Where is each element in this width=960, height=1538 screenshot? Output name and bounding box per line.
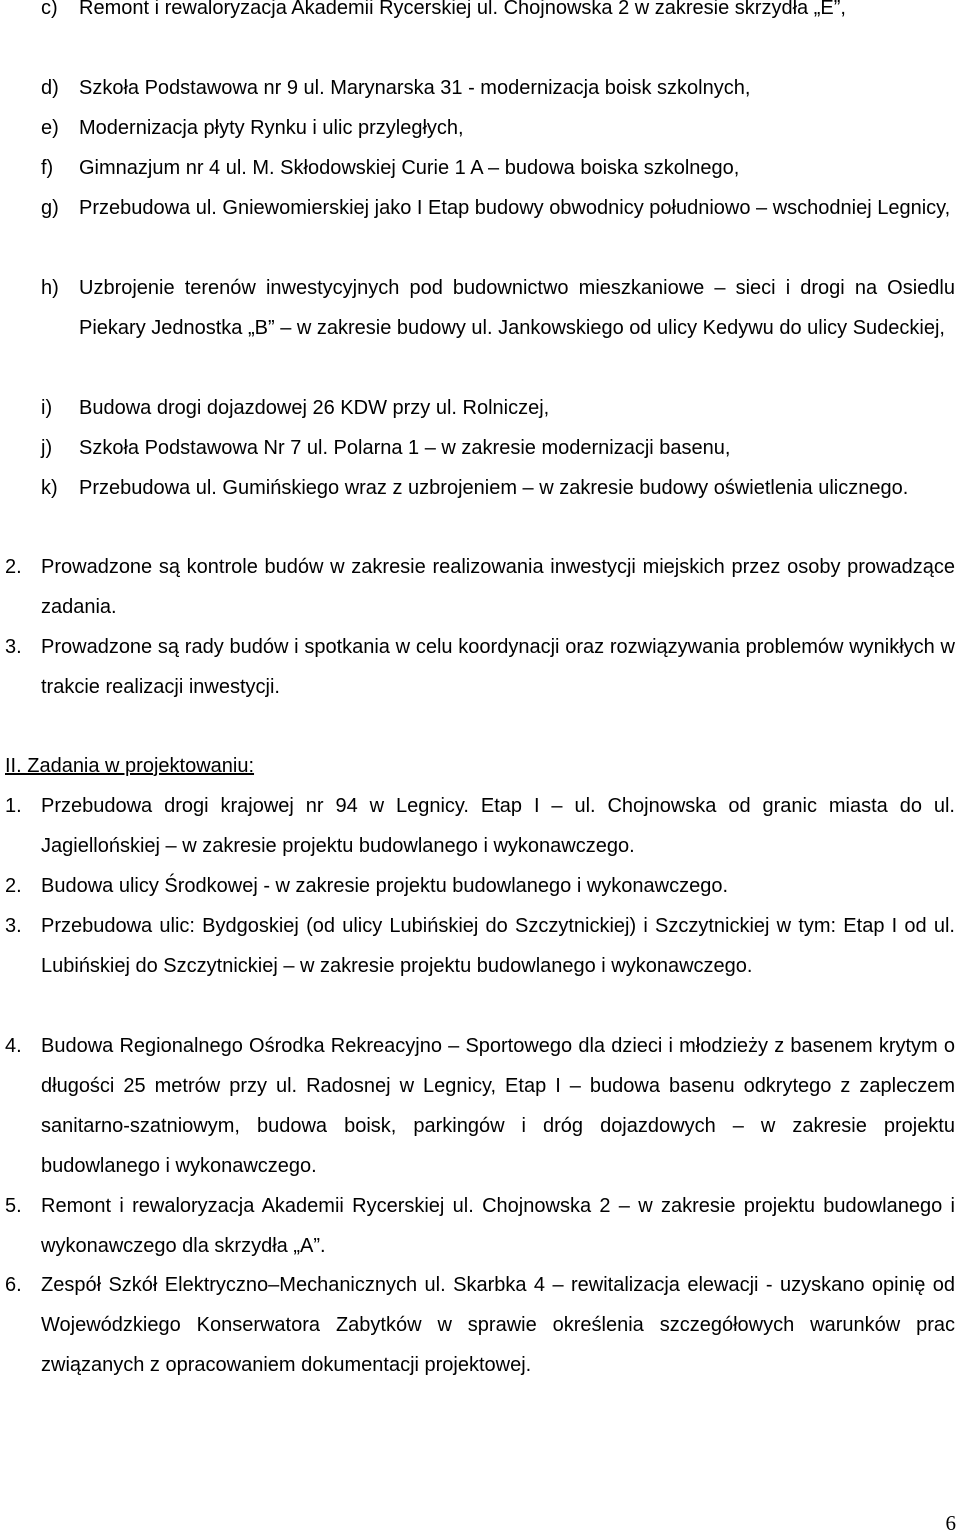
item-label: j) xyxy=(41,437,53,459)
item-text: Prowadzone są rady budów i spotkania w celu koordynacji oraz rozwiązywania problemów wynikłych w trakcie realizacji inwestycji. xyxy=(41,636,955,698)
item-text: Przebudowa ul. Gniewomierskiej jako I Etap budowy obwodnicy południowo – wschodniej Legnicy, xyxy=(79,197,951,219)
item-label: k) xyxy=(41,477,58,499)
item-label: 1. xyxy=(5,795,22,817)
item-label: 2. xyxy=(5,875,22,897)
section-heading: II. Zadania w projektowaniu: xyxy=(5,755,255,777)
item-text: Gimnazjum nr 4 ul. M. Skłodowskiej Curie 1 A – budowa boiska szkolnego, xyxy=(79,157,740,179)
item-label: 6. xyxy=(5,1274,22,1296)
item-text: Szkoła Podstawowa Nr 7 ul. Polarna 1 – w zakresie modernizacji basenu, xyxy=(79,437,731,459)
item-text: Budowa drogi dojazdowej 26 KDW przy ul. Rolniczej, xyxy=(79,397,550,419)
item-text: Przebudowa ulic: Bydgoskiej (od ulicy Lubińskiej do Szczytnickiej) i Szczytnickiej w tym: Etap I od ul. Lubińskiej do Szczytnickiej – w zakresie projektu budowlanego i wykonawczego. xyxy=(41,915,955,977)
item-label: e) xyxy=(41,117,59,139)
item-label: 3. xyxy=(5,915,22,937)
item-text: Remont i rewaloryzacja Akademii Rycerskiej ul. Chojnowska 2 – w zakresie projektu budowlanego i wykonawczego dla skrzydła „A”. xyxy=(41,1195,955,1257)
item-label: c) xyxy=(41,0,58,19)
item-label: i) xyxy=(41,397,53,419)
item-label: d) xyxy=(41,77,59,99)
item-text: Przebudowa ul. Gumińskiego wraz z uzbrojeniem – w zakresie budowy oświetlenia ulicznego. xyxy=(79,477,909,499)
item-text: Przebudowa drogi krajowej nr 94 w Legnicy. Etap I – ul. Chojnowska od granic miasta do ul. Jagiellońskiej – w zakresie projektu budowlanego i wykonawczego. xyxy=(41,795,955,857)
item-text: Budowa ulicy Środkowej - w zakresie projektu budowlanego i wykonawczego. xyxy=(41,875,729,897)
item-label: 2. xyxy=(5,556,22,578)
item-label: f) xyxy=(41,157,54,179)
item-label: g) xyxy=(41,197,59,219)
page-number: 6 xyxy=(945,1511,956,1535)
item-text: Szkoła Podstawowa nr 9 ul. Marynarska 31 - modernizacja boisk szkolnych, xyxy=(79,77,751,99)
item-label: h) xyxy=(41,277,59,299)
item-label: 5. xyxy=(5,1195,22,1217)
item-label: 3. xyxy=(5,636,22,658)
item-text: Budowa Regionalnego Ośrodka Rekreacyjno – Sportowego dla dzieci i młodzieży z basenem krytym o długości 25 metrów przy ul. Radosnej w Legnicy, Etap I – budowa basenu odkrytego z zapleczem sanitarno-szatniowym, budowa boisk, parkingów i dróg dojazdowych – w zakresie projektu budowlanego i wykonawczego. xyxy=(41,1035,955,1177)
item-text: Prowadzone są kontrole budów w zakresie realizowania inwestycji miejskich przez osoby prowadzące zadania. xyxy=(41,556,955,618)
item-text: Modernizacja płyty Rynku i ulic przyległych, xyxy=(79,117,464,139)
item-label: 4. xyxy=(5,1035,22,1057)
item-text: Zespół Szkół Elektryczno–Mechanicznych ul. Skarbka 4 – rewitalizacja elewacji - uzyskano opinię od Wojewódzkiego Konserwatora Zabytków w sprawie określenia szczegółowych warunków prac związanych z opracowaniem dokumentacji projektowej. xyxy=(41,1274,955,1376)
item-text: Uzbrojenie terenów inwestycyjnych pod budownictwo mieszkaniowe – sieci i drogi na Osiedlu Piekary Jednostka „B” – w zakresie budowy ul. Jankowskiego od ulicy Kedywu do ulicy Sudeckiej, xyxy=(79,277,955,339)
item-text: Remont i rewaloryzacja Akademii Rycerskiej ul. Chojnowska 2 w zakresie skrzydła „E”, xyxy=(79,0,846,19)
